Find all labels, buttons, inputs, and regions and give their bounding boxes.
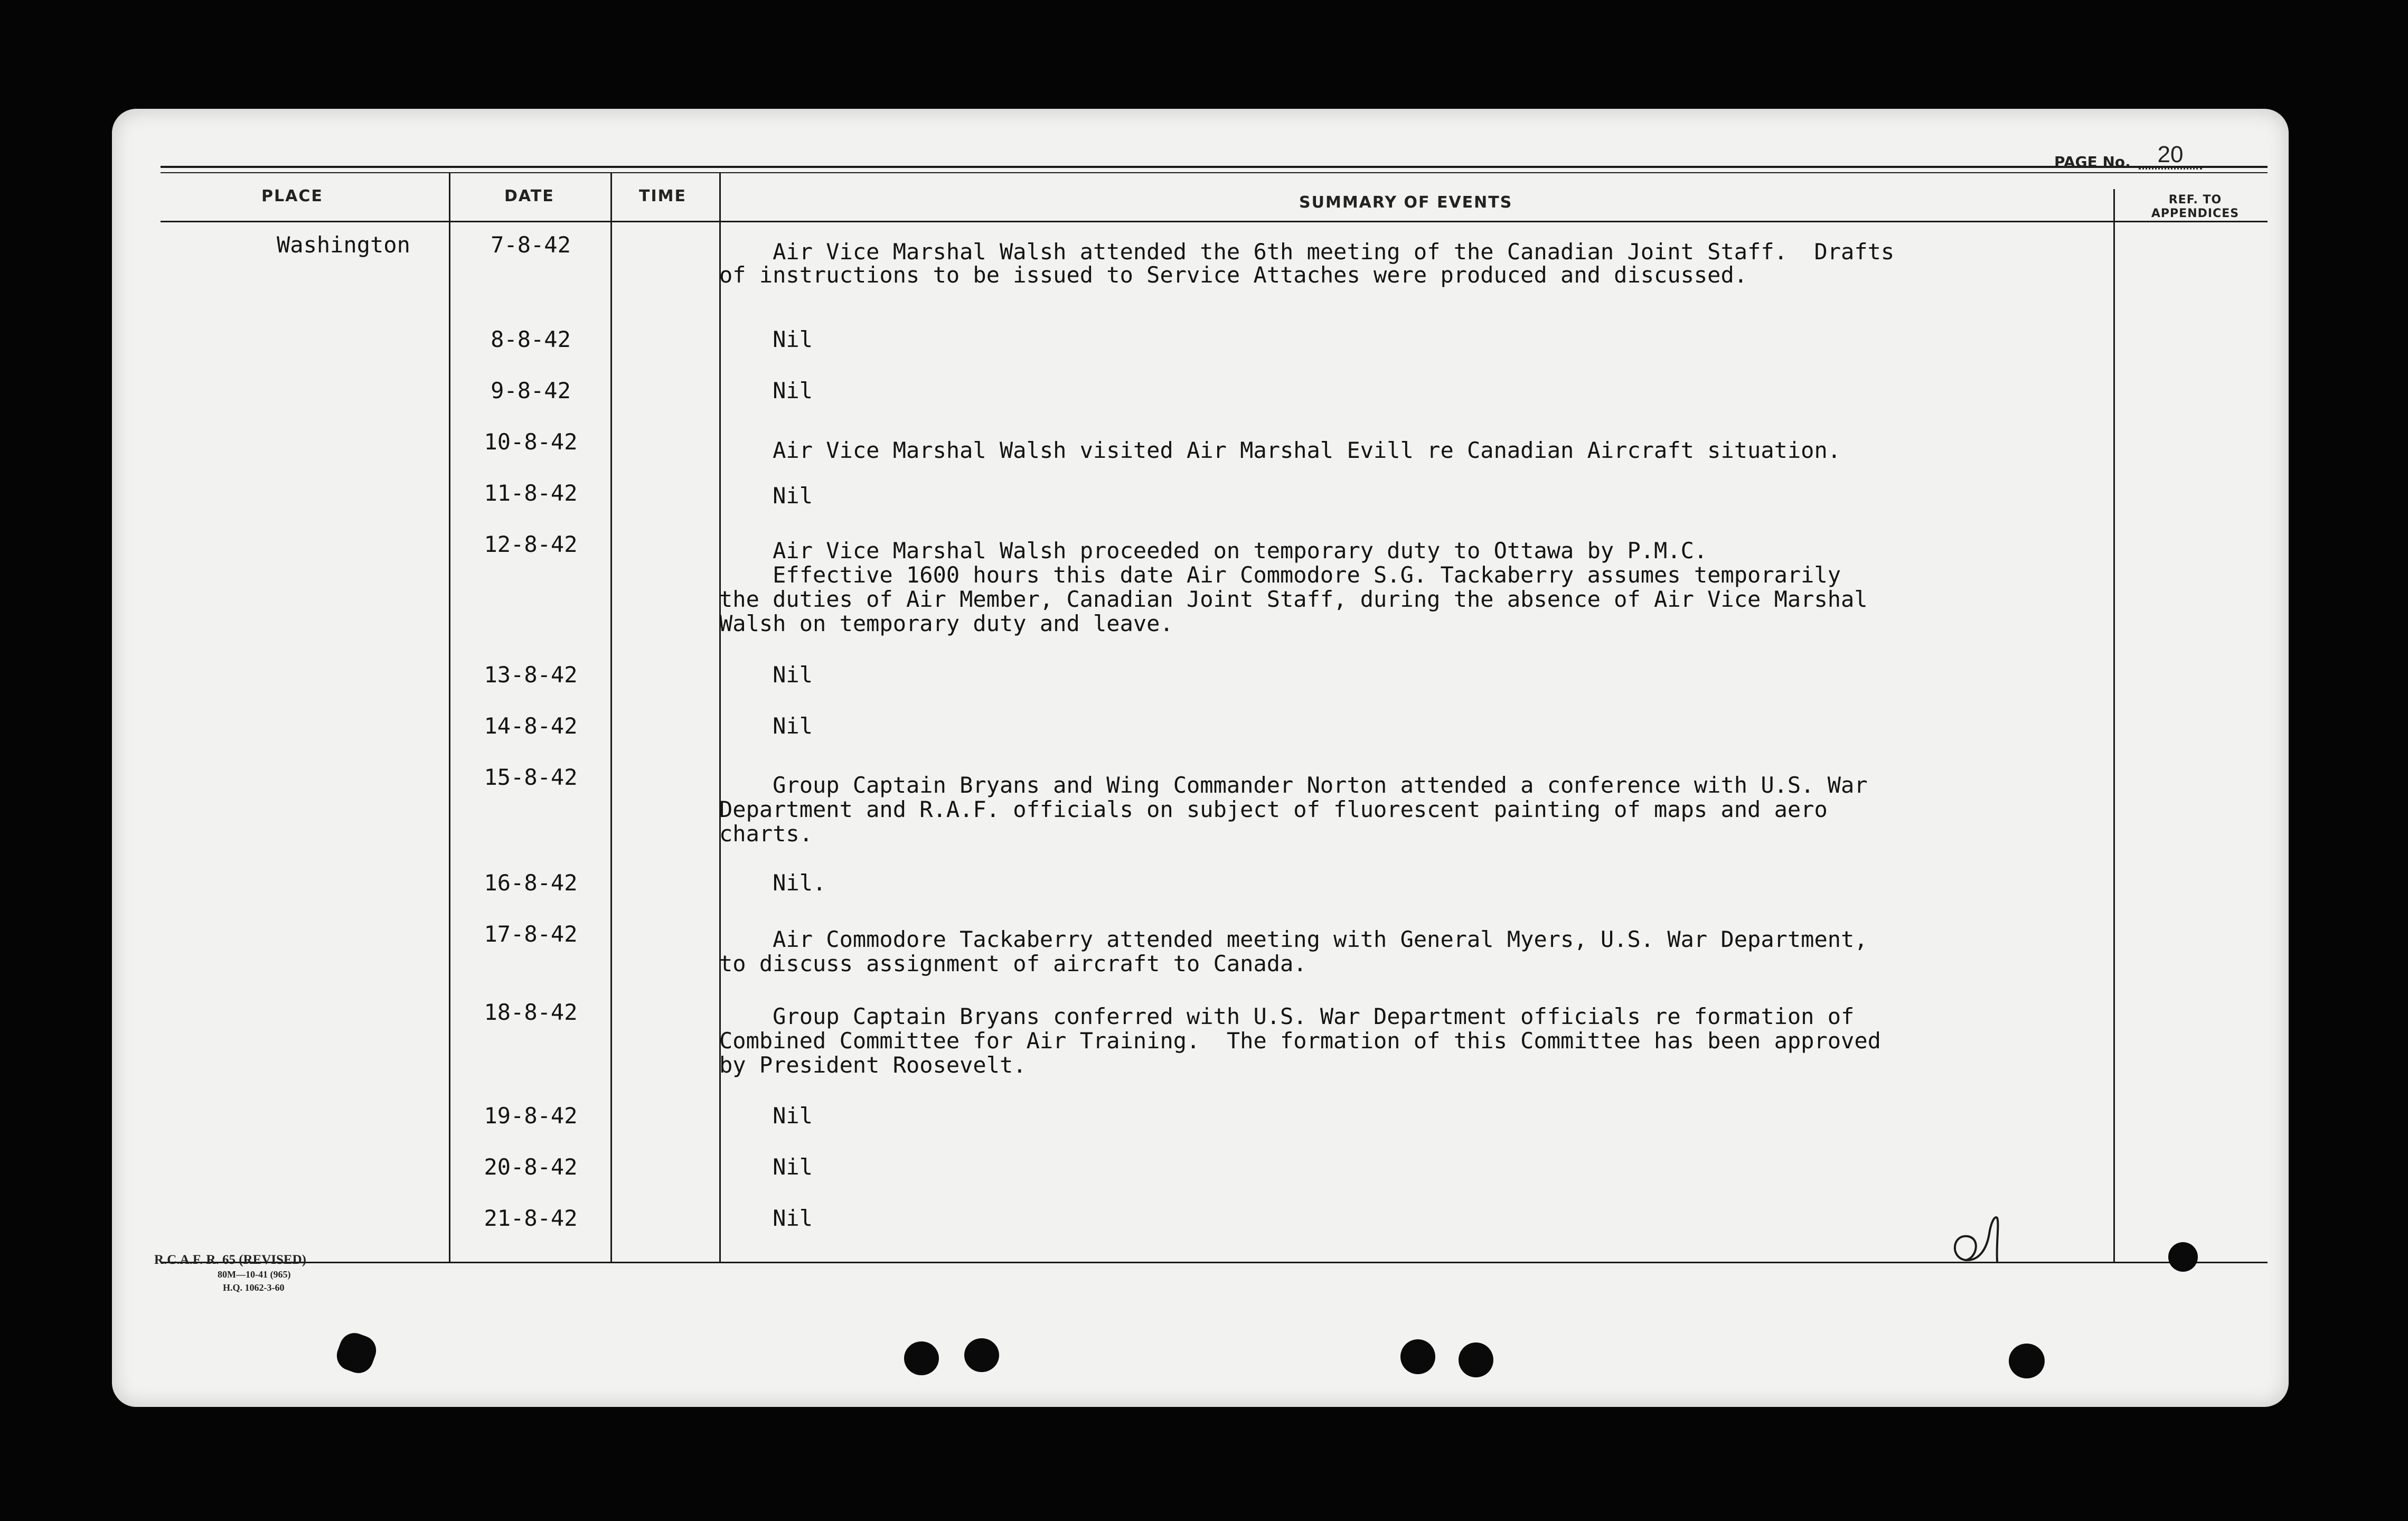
date-cell: 20-8-42 bbox=[484, 1154, 578, 1180]
binding-hole bbox=[904, 1341, 939, 1375]
date-cell: 16-8-42 bbox=[484, 870, 578, 896]
ref-header-line-2: APPENDICES bbox=[2151, 207, 2240, 220]
header-rule bbox=[161, 221, 2268, 222]
summary-line: Nil bbox=[719, 378, 813, 403]
summary-line: of instructions to be issued to Service Attaches were produced and discussed. bbox=[719, 262, 1748, 288]
date-cell: 13-8-42 bbox=[484, 662, 578, 688]
handwritten-initials bbox=[1944, 1213, 2029, 1271]
column-header-date: DATE bbox=[504, 187, 554, 205]
summary-line: Air Vice Marshal Walsh attended the 6th meeting of the Canadian Joint Staff. Drafts bbox=[719, 239, 1895, 265]
top-rule bbox=[161, 166, 2268, 168]
summary-line: Walsh on temporary duty and leave. bbox=[719, 611, 1173, 636]
summary-line: the duties of Air Member, Canadian Joint Staff, during the absence of Air Vice Marshal bbox=[719, 586, 1868, 612]
date-cell: 8-8-42 bbox=[491, 326, 571, 352]
date-cell: 21-8-42 bbox=[484, 1205, 578, 1231]
summary-line: Nil bbox=[719, 1103, 813, 1129]
date-cell: 18-8-42 bbox=[484, 999, 578, 1025]
date-cell: 12-8-42 bbox=[484, 531, 578, 557]
summary-line: Nil bbox=[719, 483, 813, 509]
summary-line: Nil bbox=[719, 326, 813, 352]
place-cell: Washington bbox=[277, 232, 410, 258]
ref-header-line-1: REF. TO bbox=[2168, 193, 2222, 206]
summary-line: charts. bbox=[719, 821, 813, 847]
form-number: R.C.A.F. R. 65 (REVISED) bbox=[154, 1253, 306, 1267]
summary-line: Nil bbox=[719, 1154, 813, 1180]
date-cell: 19-8-42 bbox=[484, 1103, 578, 1129]
summary-line: Nil. bbox=[719, 870, 826, 896]
binding-hole bbox=[2168, 1242, 2198, 1272]
date-cell: 11-8-42 bbox=[484, 480, 578, 506]
summary-line: Effective 1600 hours this date Air Commodore S.G. Tackaberry assumes temporarily bbox=[719, 562, 1841, 588]
form-print-run: 80M—10-41 (965) bbox=[218, 1269, 291, 1280]
binding-hole bbox=[1400, 1339, 1435, 1374]
top-rule-inner bbox=[161, 172, 2268, 173]
divider-date-time bbox=[610, 173, 612, 1262]
summary-line: Group Captain Bryans and Wing Commander Norton attended a conference with U.S. War bbox=[719, 772, 1868, 798]
summary-line: Air Commodore Tackaberry attended meeting with General Myers, U.S. War Department, bbox=[719, 926, 1868, 952]
summary-line: by President Roosevelt. bbox=[719, 1052, 1027, 1078]
date-cell: 14-8-42 bbox=[484, 713, 578, 739]
summary-line: Nil bbox=[719, 713, 813, 739]
form-hq-number: H.Q. 1062-3-60 bbox=[223, 1282, 285, 1293]
binding-hole bbox=[964, 1338, 999, 1372]
date-cell: 17-8-42 bbox=[484, 921, 578, 947]
binding-hole bbox=[1459, 1342, 1493, 1377]
date-cell: 7-8-42 bbox=[491, 232, 571, 258]
divider-place-date bbox=[449, 173, 450, 1262]
column-header-ref bbox=[2119, 193, 2272, 221]
summary-line: Group Captain Bryans conferred with U.S. War Department officials re formation of bbox=[719, 1003, 1855, 1029]
summary-line: to discuss assignment of aircraft to Canada. bbox=[719, 951, 1307, 977]
page-number-value: 20 bbox=[2139, 142, 2202, 170]
date-cell: 10-8-42 bbox=[484, 429, 578, 455]
summary-line: Air Vice Marshal Walsh visited Air Marshal Evill re Canadian Aircraft situation. bbox=[719, 437, 1841, 463]
summary-line: Combined Committee for Air Training. The formation of this Committee has been approved bbox=[719, 1028, 1881, 1054]
summary-line: Air Vice Marshal Walsh proceeded on temporary duty to Ottawa by P.M.C. bbox=[719, 538, 1708, 564]
binding-hole bbox=[2009, 1344, 2045, 1378]
summary-line: Nil bbox=[719, 662, 813, 688]
column-header-place: PLACE bbox=[261, 187, 323, 205]
date-cell: 9-8-42 bbox=[491, 378, 571, 403]
column-header-summary: SUMMARY OF EVENTS bbox=[1299, 193, 1513, 212]
summary-line: Department and R.A.F. officials on subject of fluorescent painting of maps and aero bbox=[719, 796, 1828, 822]
document-page bbox=[112, 109, 2289, 1407]
divider-summary-ref bbox=[2113, 189, 2115, 1262]
date-cell: 15-8-42 bbox=[484, 764, 578, 790]
column-header-time: TIME bbox=[639, 187, 686, 205]
summary-line: Nil bbox=[719, 1205, 813, 1231]
page-number-label: PAGE No. bbox=[2054, 153, 2131, 171]
